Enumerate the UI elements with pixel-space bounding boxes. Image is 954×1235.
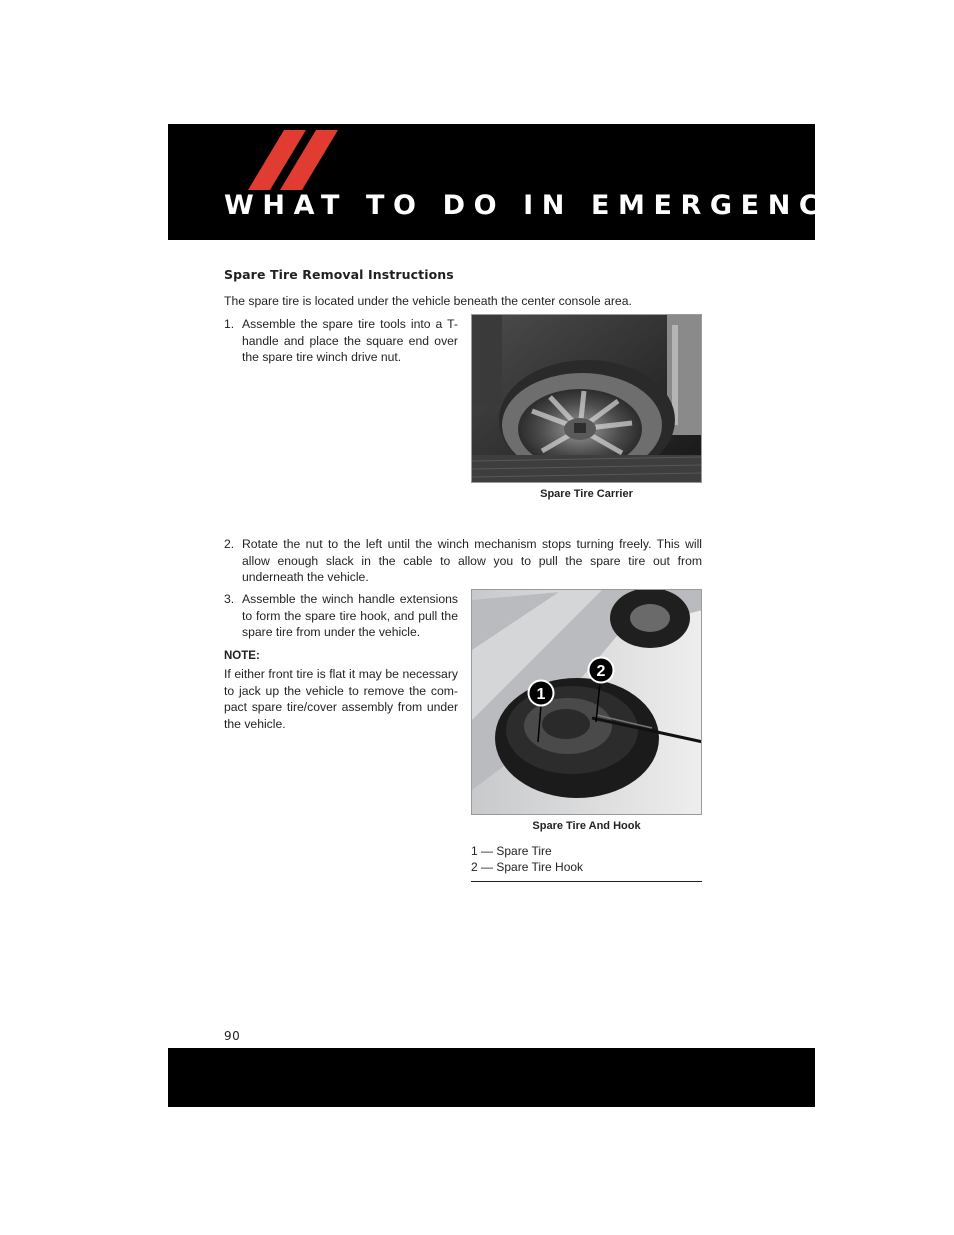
callout-2: 2 bbox=[596, 663, 606, 680]
chapter-header bbox=[168, 124, 902, 240]
step-3 bbox=[224, 591, 458, 643]
footer-band bbox=[168, 1048, 815, 1107]
figure-caption: Spare Tire Carrier bbox=[540, 488, 633, 500]
note-text: If either front tire is flat it may be necessary to jack up the vehicle to remove the com-pact spare tire/cover assembly from under the vehicle. bbox=[224, 667, 458, 731]
spare-tire-carrier-photo bbox=[471, 314, 702, 483]
brand-stripes-logo bbox=[248, 130, 358, 190]
figure-caption: Spare Tire And Hook bbox=[532, 820, 641, 832]
step-text: Assemble the spare tire tools into a T-handle and place the square end over the spare tire winch drive nut. bbox=[242, 317, 458, 365]
callout-1: 1 bbox=[536, 686, 546, 703]
step-number: 3. bbox=[224, 592, 235, 606]
note-label: NOTE: bbox=[224, 650, 260, 662]
step-2 bbox=[224, 536, 702, 588]
chapter-title: WHAT TO DO IN EMERGENCIES bbox=[224, 190, 902, 221]
legend-item: 2 — Spare Tire Hook bbox=[471, 859, 584, 874]
page-number: 90 bbox=[224, 1029, 241, 1043]
step-1 bbox=[224, 316, 458, 368]
legend-item: 1 — Spare Tire bbox=[471, 844, 552, 858]
intro-paragraph: The spare tire is located under the vehicle beneath the center console area. bbox=[224, 294, 632, 308]
step-text: Rotate the nut to the left until the winch mechanism stops turning freely. This will allow enough slack in the cable to allow you to pull the spare tire out from underneath the vehicle. bbox=[242, 537, 702, 585]
figure-legend bbox=[471, 844, 702, 882]
step-number: 1. bbox=[224, 317, 235, 331]
step-number: 2. bbox=[224, 537, 235, 551]
section-heading: Spare Tire Removal Instructions bbox=[224, 267, 454, 282]
spare-tire-and-hook-photo bbox=[471, 589, 702, 815]
step-text: Assemble the winch handle extensions to form the spare tire hook, and pull the spare tire from under the vehicle. bbox=[242, 592, 458, 640]
